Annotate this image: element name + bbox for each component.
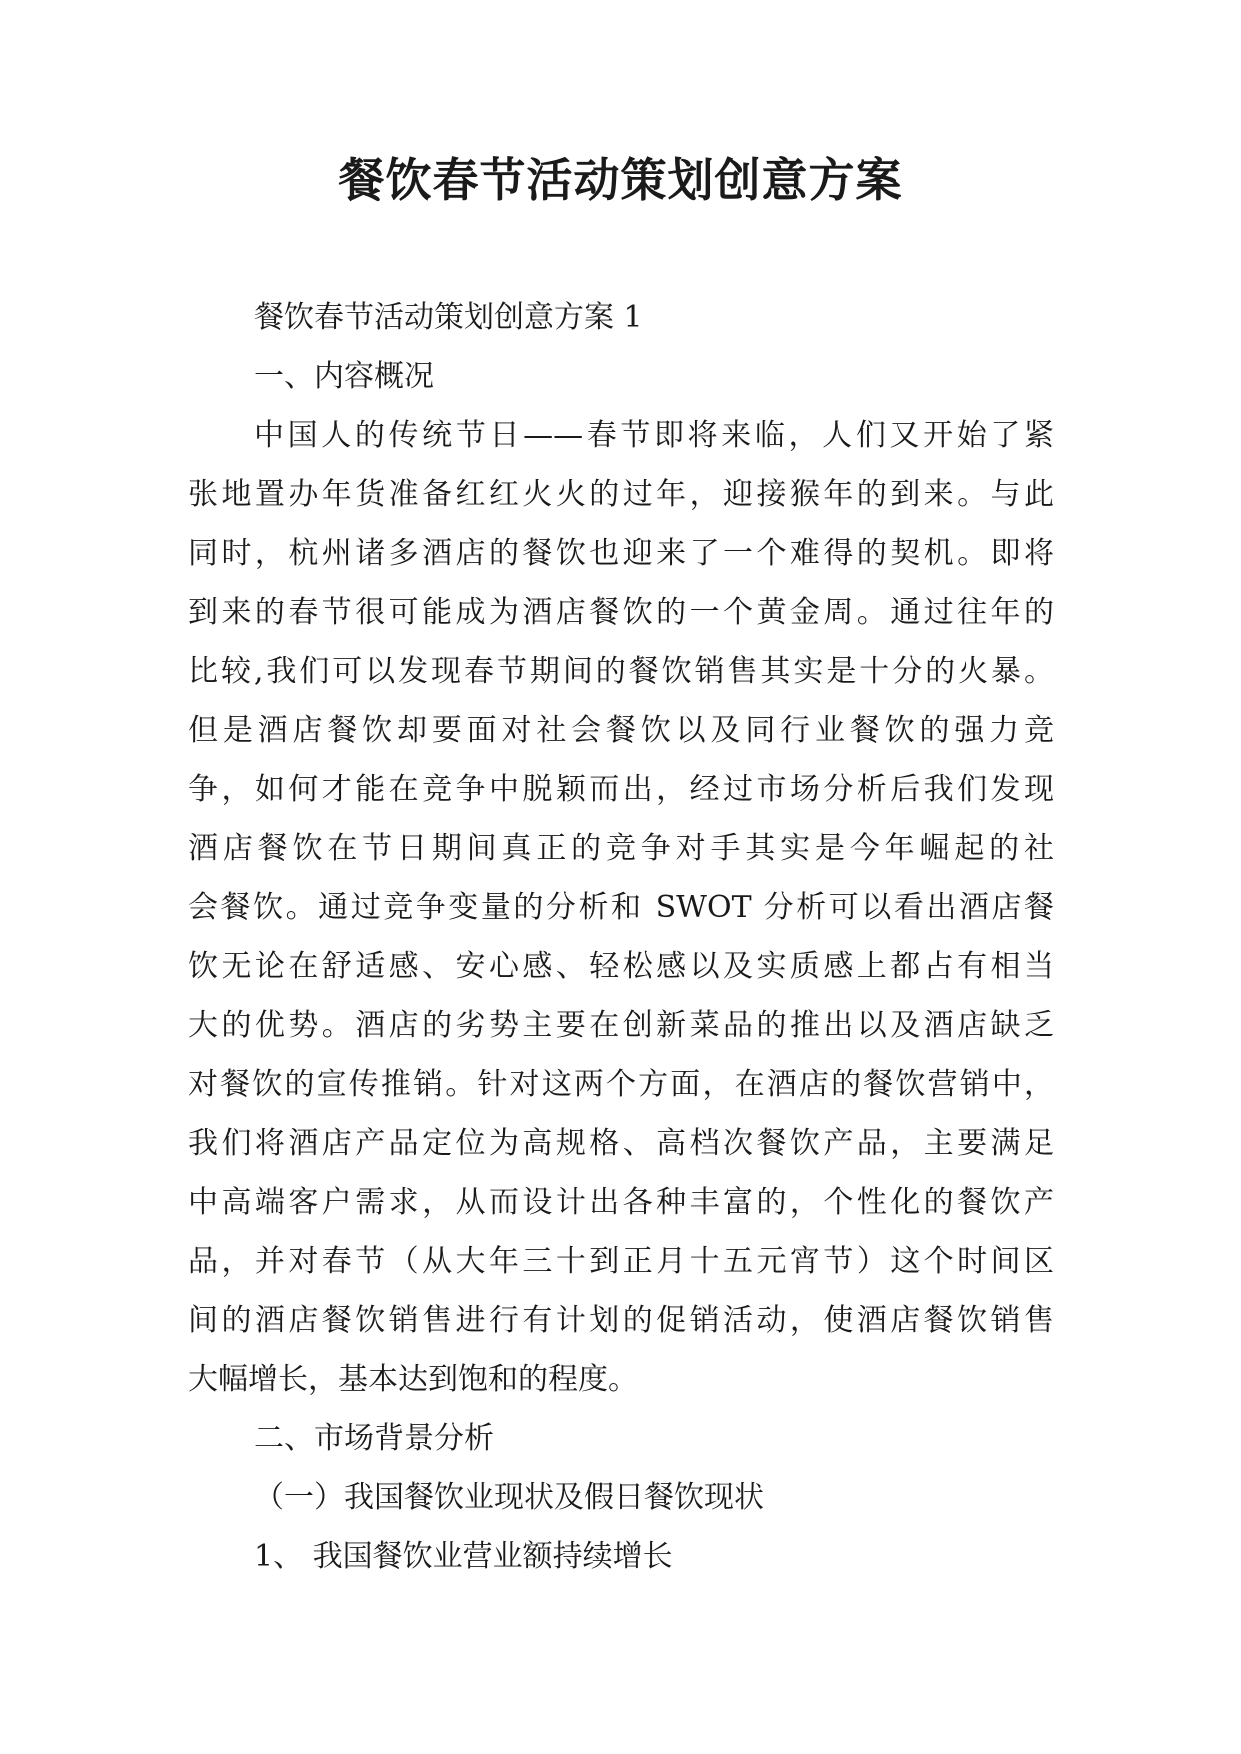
paragraph-line: 间的酒店餐饮销售进行有计划的促销活动，使酒店餐饮销售 [188,1303,1054,1338]
paragraph-line: （一）我国餐饮业现状及假日餐饮现状 [254,1480,764,1515]
paragraph-line: 酒店餐饮在节日期间真正的竞争对手其实是今年崛起的社 [188,831,1054,866]
document-body [188,288,1054,1586]
paragraph-line: 会餐饮。通过竞争变量的分析和 SWOT 分析可以看出酒店餐 [188,890,1054,925]
paragraph-line: 大的优势。酒店的劣势主要在创新菜品的推出以及酒店缺乏 [188,1008,1054,1043]
paragraph-line: 比较,我们可以发现春节期间的餐饮销售其实是十分的火暴。 [188,654,1054,689]
paragraph-line: 品，并对春节（从大年三十到正月十五元宵节）这个时间区 [188,1244,1054,1279]
paragraph-line: 二、市场背景分析 [254,1421,494,1456]
paragraph-line: 一、内容概况 [254,359,434,394]
paragraph-line: 餐饮春节活动策划创意方案 1 [254,300,643,335]
paragraph-line: 争，如何才能在竞争中脱颖而出，经过市场分析后我们发现 [188,772,1054,807]
paragraph-line: 中高端客户需求，从而设计出各种丰富的，个性化的餐饮产 [188,1185,1054,1220]
paragraph-line: 我们将酒店产品定位为高规格、高档次餐饮产品，主要满足 [188,1126,1054,1161]
paragraph-line: 但是酒店餐饮却要面对社会餐饮以及同行业餐饮的强力竞 [188,713,1054,748]
paragraph-line: 张地置办年货准备红红火火的过年，迎接猴年的到来。与此 [188,477,1054,512]
paragraph-line: 大幅增长，基本达到饱和的程度。 [188,1362,638,1397]
document-title: 餐饮春节活动策划创意方案 [338,153,903,207]
paragraph-line: 1、 我国餐饮业营业额持续增长 [254,1539,673,1574]
paragraph-line: 对餐饮的宣传推销。针对这两个方面，在酒店的餐饮营销中， [188,1067,1054,1102]
paragraph-line: 中国人的传统节日——春节即将来临，人们又开始了紧 [254,418,1054,453]
paragraph-line: 饮无论在舒适感、安心感、轻松感以及实质感上都占有相当 [188,949,1054,984]
paragraph-line: 同时，杭州诸多酒店的餐饮也迎来了一个难得的契机。即将 [188,536,1054,571]
paragraph-line: 到来的春节很可能成为酒店餐饮的一个黄金周。通过往年的 [188,595,1054,630]
